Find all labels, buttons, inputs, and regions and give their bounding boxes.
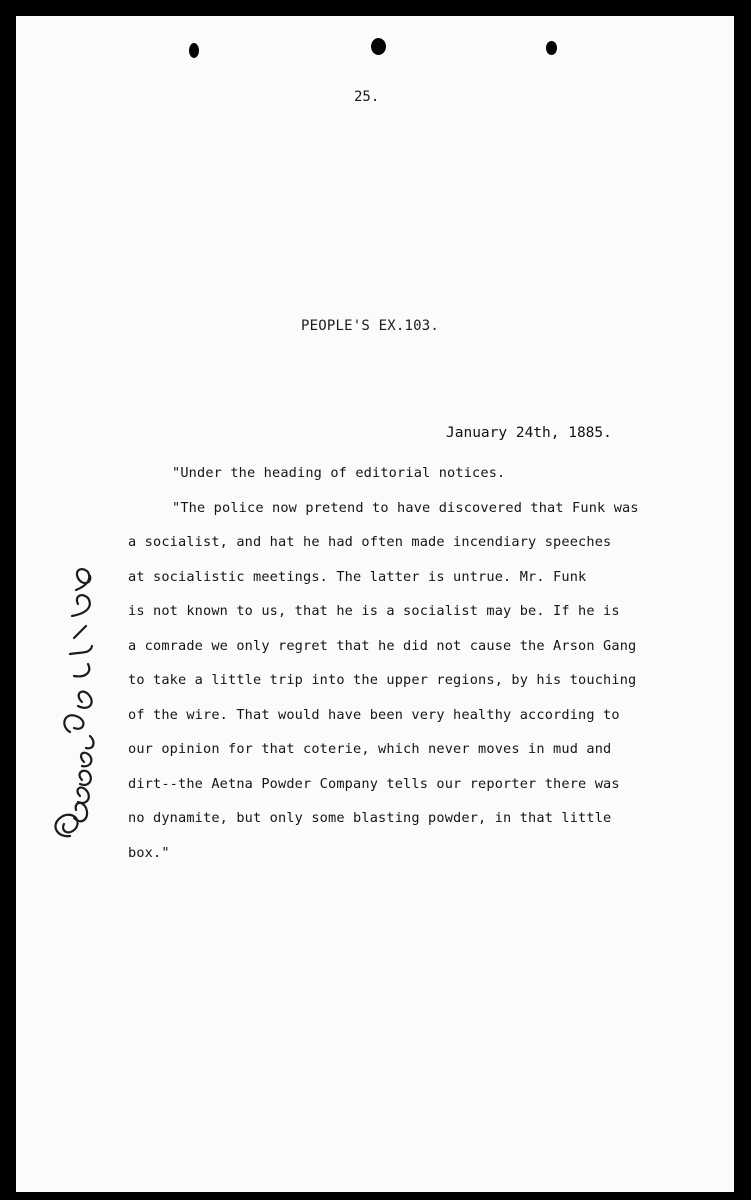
body-line: of the wire. That would have been very healthy according to <box>128 706 620 723</box>
document-body <box>128 456 718 870</box>
letter-date: January 24th, 1885. <box>446 425 612 441</box>
punch-hole-center <box>371 38 386 55</box>
body-line: box." <box>128 844 170 861</box>
body-line: is not known to us, that he is a socialist may be. If he is <box>128 603 620 619</box>
body-line: no dynamite, but only some blasting powder, in that little <box>128 810 612 826</box>
body-line: a comrade we only regret that he did not cause the Arson Gang <box>128 637 637 654</box>
handwriting-signature-icon <box>30 556 120 856</box>
handwritten-margin-note <box>30 556 120 856</box>
exhibit-title: PEOPLE'S EX.103. <box>301 318 440 334</box>
document-page <box>16 16 734 1192</box>
body-line: to take a little trip into the upper regions, by his touching <box>128 672 637 688</box>
body-line: dirt--the Aetna Powder Company tells our reporter there was <box>128 775 620 792</box>
body-line: at socialistic meetings. The latter is untrue. Mr. Funk <box>128 568 587 585</box>
punch-hole-left <box>189 43 199 58</box>
body-line: a socialist, and hat he had often made incendiary speeches <box>128 534 612 550</box>
punch-hole-right <box>546 41 557 55</box>
page-number: 25. <box>354 89 380 105</box>
body-line: "The police now pretend to have discovered that Funk was <box>172 499 639 516</box>
body-line: "Under the heading of editorial notices. <box>172 465 506 481</box>
body-line: our opinion for that coterie, which never moves in mud and <box>128 741 612 757</box>
